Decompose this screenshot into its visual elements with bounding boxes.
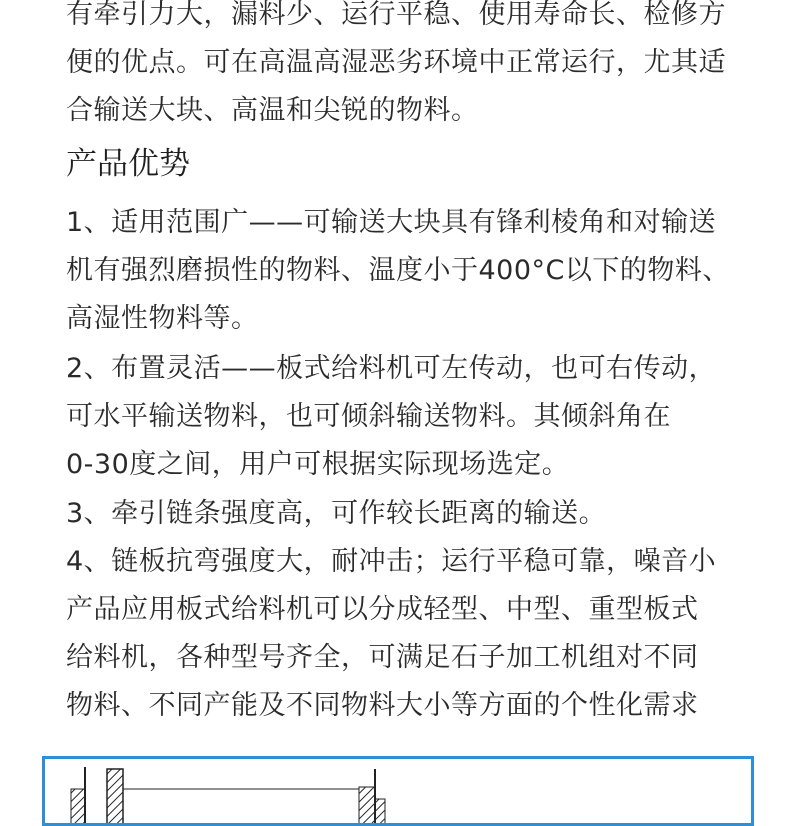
advantage-line-8: 4、链板抗弯强度大，耐冲击；运行平稳可靠，噪音小 [66,546,717,577]
advantage-line-5: 可水平输送物料，也可倾斜输送物料。其倾斜角在 [66,401,671,432]
advantage-line-6: 0-30度之间，用户可根据实际现场选定。 [66,449,570,480]
advantage-line-1: 1、适用范围广——可输送大块具有锋利棱角和对输送 [66,207,717,238]
advantage-line-3: 高湿性物料等。 [66,303,259,334]
intro-line-2: 便的优点。可在高温高湿恶劣环境中正常运行，尤其适 [66,47,726,78]
technical-drawing-frame [42,756,754,826]
advantage-line-10: 给料机，各种型号齐全，可满足石子加工机组对不同 [66,642,699,673]
advantage-line-7: 3、牵引链条强度高，可作较长距离的输送。 [66,498,607,529]
advantage-line-9: 产品应用板式给料机可以分成轻型、中型、重型板式 [66,594,699,625]
advantage-line-4: 2、布置灵活——板式给料机可左传动，也可右传动， [66,353,717,384]
technical-drawing-icon [45,759,754,826]
advantage-line-11: 物料、不同产能及不同物料大小等方面的个性化需求 [66,690,699,721]
intro-line-1: 有牵引力大，漏料少、运行平稳、使用寿命长、检修方 [66,0,726,30]
advantage-line-2: 机有强烈磨损性的物料、温度小于400°C以下的物料、 [66,255,730,286]
section-title: 产品优势 [66,146,190,182]
intro-line-3: 合输送大块、高温和尖锐的物料。 [66,95,479,126]
